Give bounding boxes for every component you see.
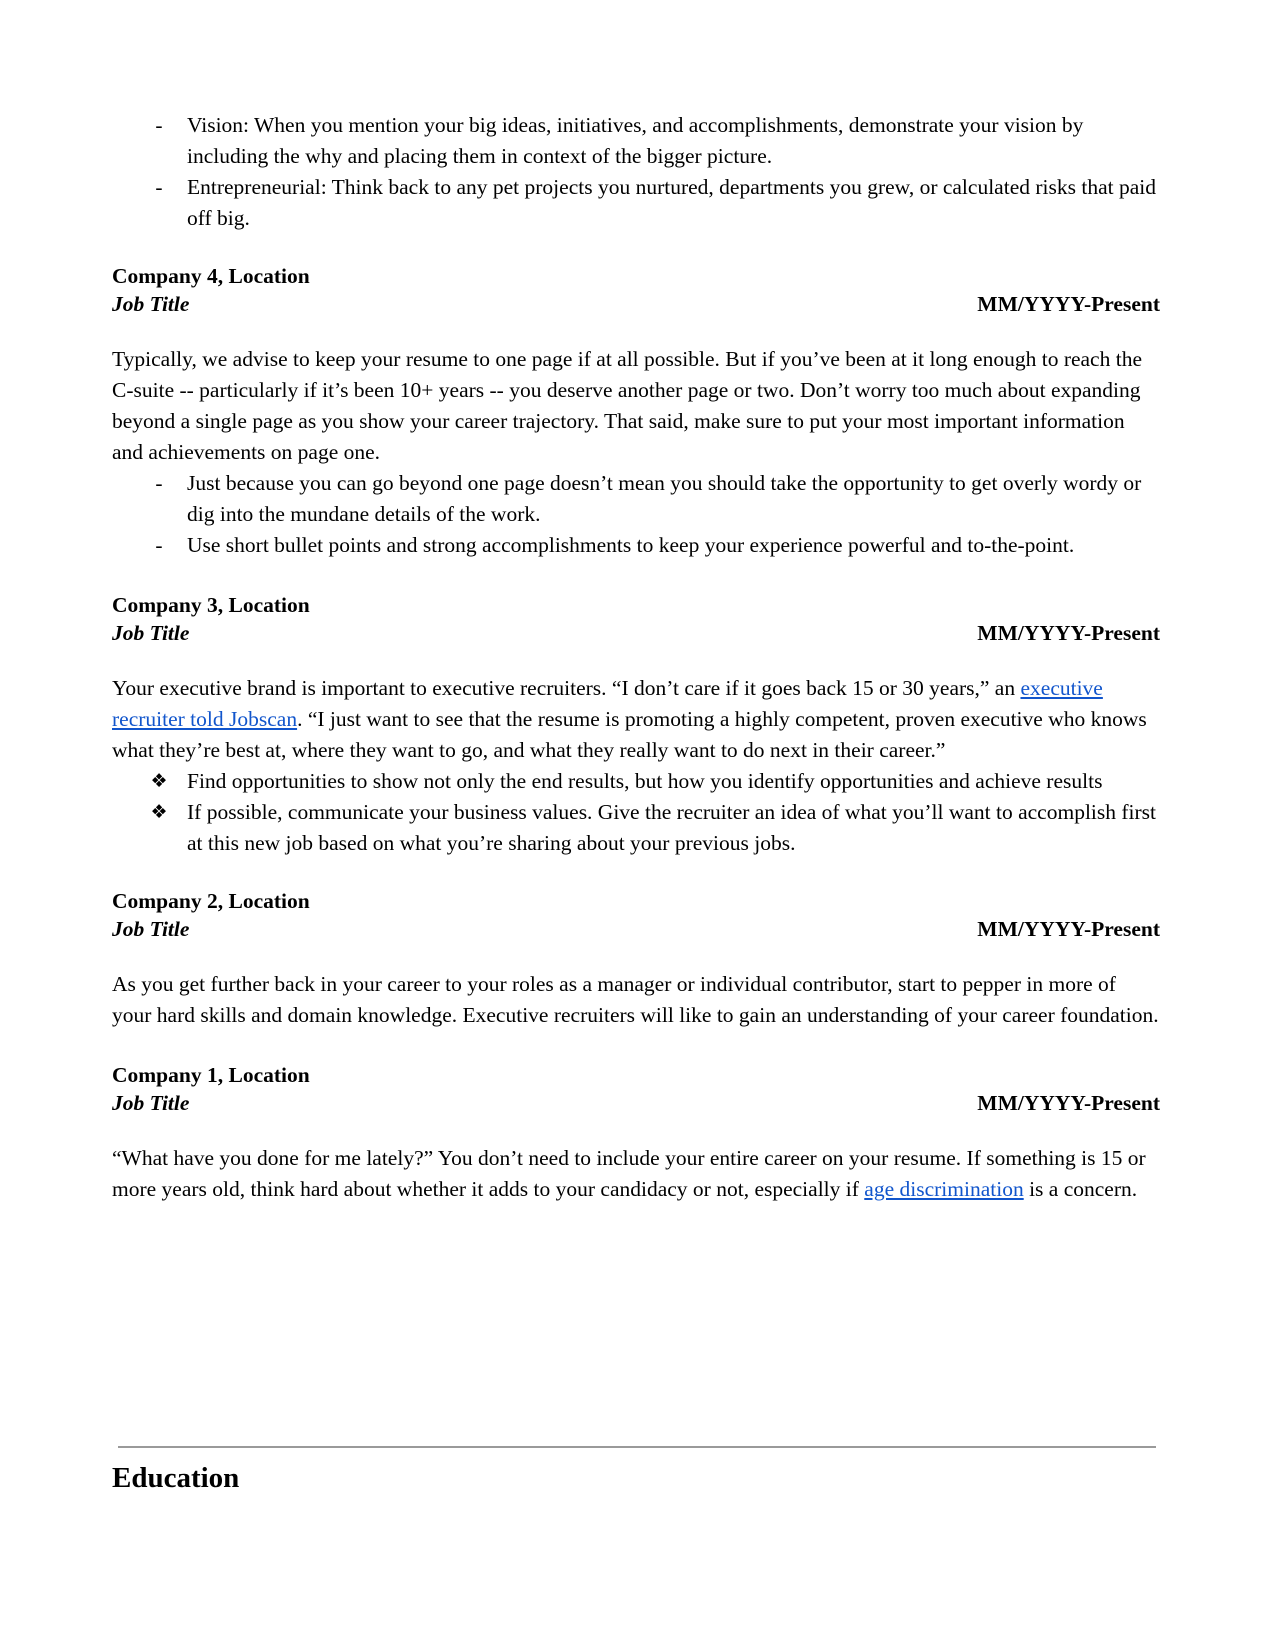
dash-bullet-icon: - <box>155 175 163 199</box>
experience-entry-company-1 <box>112 1061 1160 1205</box>
list-item <box>112 110 1160 172</box>
job-description: As you get further back in your career to your roles as a manager or individual contributor, start to pepper in more of your hard skills and domain knowledge. Executive recruiters will like to gain an understanding of your career foundation. <box>112 972 1159 1027</box>
list-item <box>112 797 1160 859</box>
job-title-row <box>112 1089 1160 1117</box>
job-description <box>112 673 1160 766</box>
job-description <box>112 1143 1160 1205</box>
age-discrimination-link[interactable]: age discrimination <box>864 1177 1024 1201</box>
executive-recruiter-link[interactable]: executive recruiter told Jobscan <box>112 676 1103 731</box>
company-name: Company 1, Location <box>112 1063 310 1087</box>
job-title: Job Title <box>112 1091 190 1115</box>
bullet-text: Use short bullet points and strong accomplishments to keep your experience powerful and to-the-point. <box>187 533 1075 557</box>
diamond-bullet-icon: ❖ <box>150 770 168 792</box>
experience-entry-company-3 <box>112 591 1160 859</box>
description-text: “What have you done for me lately?” You don’t need to include your entire career on your resume. If something is 15 or more years old, think hard about whether it adds to your candidacy or not, especially if <box>112 1146 1146 1201</box>
job-title: Job Title <box>112 917 190 941</box>
document-page <box>112 110 1160 1205</box>
intro-bullet-list <box>112 110 1160 234</box>
bullet-text: Just because you can go beyond one page doesn’t mean you should take the opportunity to get overly wordy or dig into the mundane details of the work. <box>187 471 1142 526</box>
job-dates: MM/YYYY-Present <box>977 292 1160 316</box>
company-name: Company 2, Location <box>112 889 310 913</box>
dash-bullet-icon: - <box>155 533 163 557</box>
job-title: Job Title <box>112 621 190 645</box>
job-bullet-list <box>112 766 1160 859</box>
list-item <box>112 468 1160 530</box>
job-dates: MM/YYYY-Present <box>977 1091 1160 1115</box>
job-description: Typically, we advise to keep your resume to one page if at all possible. But if you’ve been at it long enough to reach the C-suite -- particularly if it’s been 10+ years -- you deserve another page or two. Don’t worry too much about expanding beyond a single page as you show your career trajectory. That said, make sure to put your most important information and achievements on page one. <box>112 347 1142 464</box>
job-dates: MM/YYYY-Present <box>977 917 1160 941</box>
company-name: Company 3, Location <box>112 593 310 617</box>
dash-bullet-icon: - <box>155 113 163 137</box>
bullet-text: Find opportunities to show not only the end results, but how you identify opportunities and achieve results <box>187 769 1103 793</box>
job-title-row <box>112 290 1160 318</box>
description-text: . “I just want to see that the resume is promoting a highly competent, proven executive who knows what they’re best at, where they want to go, and what they really want to do next in their career.” <box>112 707 1147 762</box>
bullet-text: Vision: When you mention your big ideas, initiatives, and accomplishments, demonstrate your vision by including the why and placing them in context of the bigger picture. <box>187 113 1084 168</box>
diamond-bullet-icon: ❖ <box>150 801 168 823</box>
experience-entry-company-4 <box>112 262 1160 561</box>
job-dates: MM/YYYY-Present <box>977 621 1160 645</box>
list-item <box>112 766 1160 797</box>
job-title-row <box>112 915 1160 943</box>
bullet-text: If possible, communicate your business values. Give the recruiter an idea of what you’ll want to accomplish first at this new job based on what you’re sharing about your previous jobs. <box>187 800 1157 855</box>
job-bullet-list <box>112 468 1160 561</box>
description-text: Your executive brand is important to executive recruiters. “I don’t care if it goes back 15 or 30 years,” an <box>112 676 1021 700</box>
dash-bullet-icon: - <box>155 471 163 495</box>
bullet-text: Entrepreneurial: Think back to any pet projects you nurtured, departments you grew, or calculated risks that paid off big. <box>187 175 1156 230</box>
description-text: is a concern. <box>1023 1177 1138 1201</box>
experience-entry-company-2 <box>112 887 1160 1031</box>
job-title-row <box>112 619 1160 647</box>
job-title: Job Title <box>112 292 190 316</box>
education-heading: Education <box>112 1462 240 1494</box>
list-item <box>112 172 1160 234</box>
company-name: Company 4, Location <box>112 264 310 288</box>
list-item <box>112 530 1160 561</box>
section-divider <box>118 1446 1156 1448</box>
